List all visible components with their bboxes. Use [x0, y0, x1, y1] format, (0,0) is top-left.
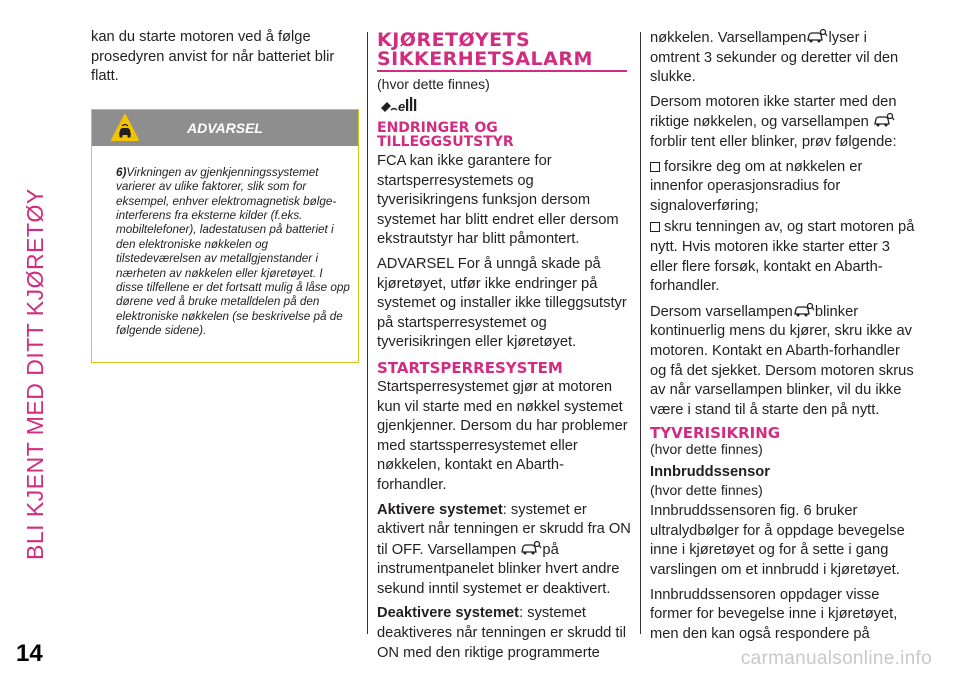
heading-immobilizer: STARTSPERRESYSTEM — [377, 358, 563, 377]
checkbox-bullet-icon — [650, 162, 660, 172]
car-key-warning-icon — [806, 28, 828, 44]
warning-text: Virkningen av gjenkjenningssystemet varierer av ulike faktorer, slik som for eksempel, enhver elektromagnetisk bølge-interferens fra eksterne kilder (f.eks. mobiltelefoner), ladestatusen på batteriet i den elektroniske nøkkelen og tilstedeværelsen av metallgjenstander i nærheten av nøkkelen eller kjøretøyet. I disse tilfellene er det fortsatt mulig å låse opp dørene ved å bruke metalldelen på den elektroniske nøkkelen (se beskrivelse på de følgende sidene). — [116, 165, 350, 338]
bold-term: Deaktivere systemet — [377, 605, 520, 622]
text-span: forsikre deg om at nøkkelen er innenfor operasjonsradius for signaloverføring; — [650, 158, 863, 214]
availability-note: (hvor dette finnes) — [377, 76, 490, 92]
intro-text: kan du starte motoren ved å følge prosedyren anvist for når batteriet blir flatt. — [91, 29, 335, 85]
text-span: : systemet er aktivert når tenningen er skrudd fra ON til OFF. Varsellampen — [377, 501, 631, 558]
watermark: carmanualsonline.info — [740, 648, 932, 669]
paragraph: ADVARSEL For å unngå skade på kjøretøyet, utfør ikke endringer på systemet og installer ikke tilleggsutstyr på startsperresystemet og tyverisikringen eller kjøretøyet. — [377, 255, 627, 351]
svg-text:e: e — [398, 99, 406, 114]
checkbox-bullet-icon — [650, 222, 660, 232]
warning-number: 6) — [116, 165, 127, 179]
paragraph — [650, 28, 915, 88]
list-item — [650, 218, 915, 296]
column-1 — [91, 28, 359, 363]
text-span: på instrumentpanelet blinker hvert andre sekund inntil systemet er deaktivert. — [377, 541, 620, 597]
heading-rule — [377, 70, 627, 72]
paragraph — [377, 501, 631, 600]
column-divider — [367, 32, 368, 634]
warning-header — [92, 110, 358, 146]
text-span: : systemet deaktiveres når tenningen er skrudd til ON med den riktige programmerte — [377, 605, 627, 661]
text-span: Dersom motoren ikke starter med den riktige nøkkelen, og varsellampen — [650, 93, 897, 131]
paragraph — [650, 93, 915, 153]
warning-box — [91, 109, 359, 363]
column-divider — [640, 32, 641, 634]
optional-equipment-icon — [379, 95, 421, 115]
text-span: skru tenningen av, og start motoren på nytt. Hvis motoren ikke starter etter 3 eller flere forsøk, kontakt en Abarth-forhandler. — [650, 219, 915, 295]
list-item — [650, 158, 915, 217]
column-2 — [377, 28, 631, 668]
text-span: forblir tent eller blinker, prøv følgende: — [650, 133, 897, 150]
heading-modifications: ENDRINGER OG TILLEGGSUTSTYR — [377, 120, 514, 150]
paragraph — [377, 604, 631, 663]
text-span: lyser i omtrent 3 sekunder og deretter vil den slukke. — [650, 30, 899, 86]
availability-note: (hvor dette finnes) — [650, 441, 763, 458]
paragraph: FCA kan ikke garantere for startsperresystemets og tyverisikringens funksjon dersom systemet har blitt endret eller dersom ekstrautstyr har blitt påmontert. — [377, 153, 619, 248]
page-number: 14 — [16, 640, 43, 667]
availability-note: (hvor dette finnes) — [650, 482, 763, 499]
paragraph — [650, 302, 915, 421]
heading-intrusion-sensor: Innbruddssensor — [650, 464, 770, 481]
heading-vehicle-alarm: KJØRETØYETS SIKKERHETSALARM — [377, 29, 593, 70]
text-span: Dersom varsellampen — [650, 303, 793, 320]
car-key-warning-icon — [793, 302, 815, 318]
bold-term: Aktivere systemet — [377, 501, 503, 518]
warning-title: ADVARSEL — [187, 119, 263, 136]
paragraph: Innbruddssensoren fig. 6 bruker ultralydbølger for å oppdage bevegelse inne i kjøretøyet og for å sette i gang varslingen om et innbrudd i kjøretøyet. — [650, 503, 905, 579]
paragraph: Startsperresystemet gjør at motoren kun vil starte med en nøkkel systemet gjenkjenner. Dersom du har problemer med startssperresystemet eller nøkkelen, kontakt en Abarth-forhandler. — [377, 378, 628, 493]
side-title: BLI KJENT MED DITT KJØRETØY — [22, 188, 48, 560]
text-span: blinker kontinuerlig mens du kjører, skru ikke av motoren. Kontakt en Abarth-forhandler og få det sjekket. Dersom motoren skrus av når varsellampen blinker, vil du ikke være i stand til å starte den på nytt. — [650, 303, 914, 418]
car-key-warning-icon — [520, 540, 542, 556]
warning-body — [92, 146, 358, 362]
car-key-warning-icon — [873, 112, 895, 128]
paragraph: Innbruddssensoren oppdager visse former for bevegelse inne i kjøretøyet, men den kan også respondere på — [650, 586, 898, 642]
heading-anti-theft: TYVERISIKRING — [650, 424, 781, 443]
column-3 — [650, 28, 915, 649]
text-span: nøkkelen. Varsellampen — [650, 30, 807, 46]
